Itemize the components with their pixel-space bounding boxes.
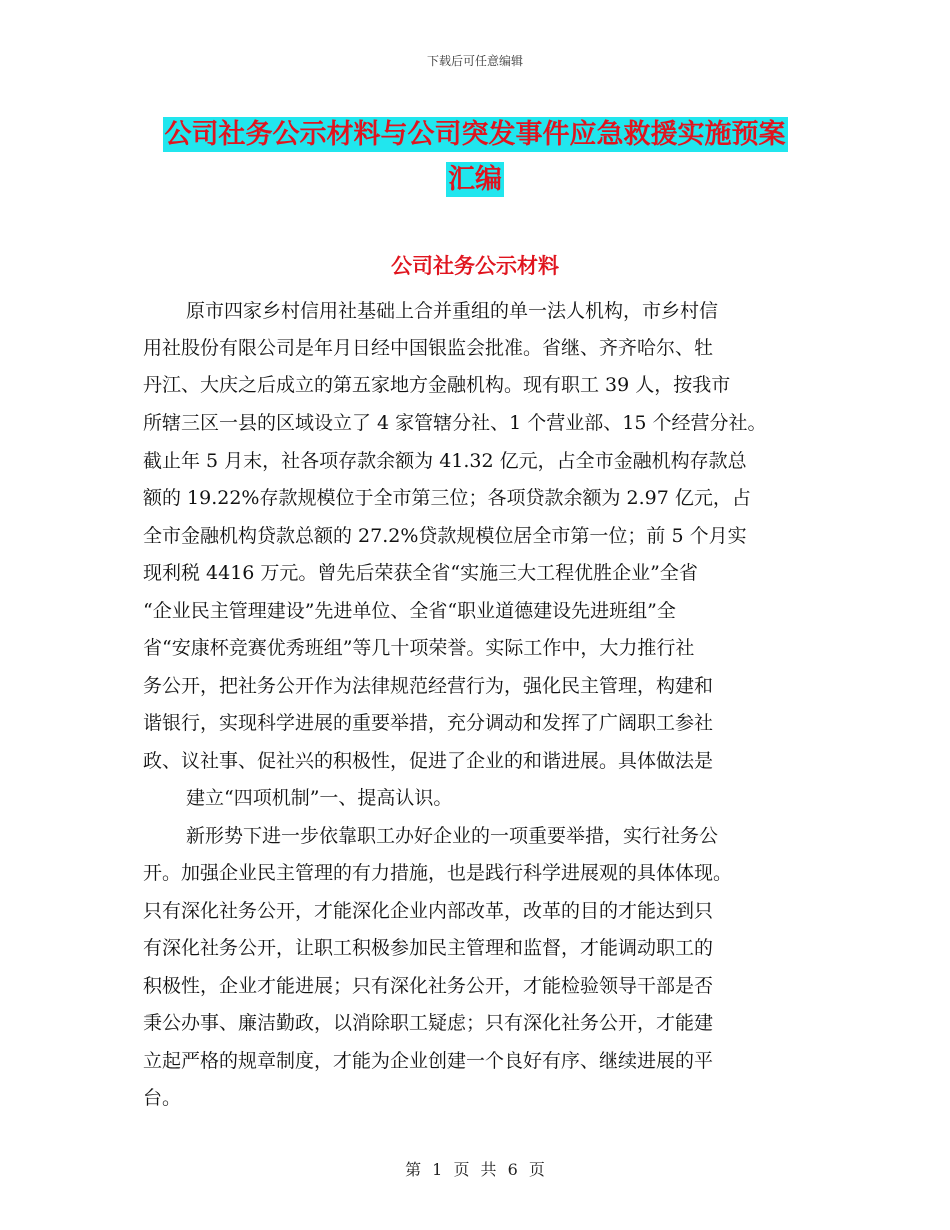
body-line: 秉公办事、廉洁勤政，以消除职工疑虑；只有深化社务公开，才能建 [143, 1012, 714, 1034]
document-title-line-1 [0, 112, 950, 151]
body-line: 建立“四项机制”一、提高认识。 [186, 787, 453, 809]
body-line: 所辖三区一县的区域设立了 4 家管辖分社、1 个营业部、15 个经营分社。 [143, 412, 767, 434]
body-line: 务公开，把社务公开作为法律规范经营行为，强化民主管理，构建和 [143, 675, 714, 697]
body-line: 截止年 5 月末，社各项存款余额为 41.32 亿元，占全市金融机构存款总 [143, 450, 747, 472]
title-highlight: 汇编 [448, 164, 502, 195]
body-line: 谐银行，实现科学进展的重要举措，充分调动和发挥了广阔职工参社 [143, 712, 714, 734]
body-line: 丹江、大庆之后成立的第五家地方金融机构。现有职工 39 人，按我市 [143, 374, 731, 396]
body-line: 政、议社事、促社兴的积极性，促进了企业的和谐进展。具体做法是 [143, 750, 714, 772]
header-note: 下载后可任意编辑 [426, 54, 523, 68]
body-line: “企业民主管理建设”先进单位、全省“职业道德建设先进班组”全 [143, 600, 676, 622]
body-line: 用社股份有限公司是年月日经中国银监会批准。省继、齐齐哈尔、牡 [143, 337, 714, 359]
body-line: 台。 [143, 1087, 182, 1109]
body-line: 立起严格的规章制度，才能为企业创建一个良好有序、继续进展的平 [143, 1050, 714, 1072]
body-line: 额的 19.22%存款规模位于全市第三位；各项贷款余额为 2.97 亿元，占 [143, 487, 751, 509]
body-line: 只有深化社务公开，才能深化企业内部改革，改革的目的才能达到只 [143, 900, 714, 922]
body-line: 全市金融机构贷款总额的 27.2%贷款规模位居全市第一位；前 5 个月实 [143, 525, 747, 547]
body-line: 省“安康杯竞赛优秀班组”等几十项荣誉。实际工作中，大力推行社 [143, 637, 695, 659]
document-title-line-2 [0, 157, 950, 196]
body-line: 现利税 4416 万元。曾先后荣获全省“实施三大工程优胜企业”全省 [143, 562, 698, 584]
section-title: 公司社务公示材料 [391, 254, 559, 278]
body-line: 开。加强企业民主管理的有力措施，也是践行科学进展观的具体体现。 [143, 862, 733, 884]
body-line: 新形势下进一步依靠职工办好企业的一项重要举措，实行社务公 [186, 825, 719, 847]
body-line: 原市四家乡村信用社基础上合并重组的单一法人机构，市乡村信 [186, 300, 719, 322]
body-line: 有深化社务公开，让职工积极参加民主管理和监督，才能调动职工的 [143, 937, 714, 959]
body-line: 积极性，企业才能进展；只有深化社务公开，才能检验领导干部是否 [143, 975, 714, 997]
page-footer: 第 1 页 共 6 页 [405, 1160, 545, 1179]
title-highlight: 公司社务公示材料与公司突发事件应急救援实施预案 [164, 119, 786, 150]
